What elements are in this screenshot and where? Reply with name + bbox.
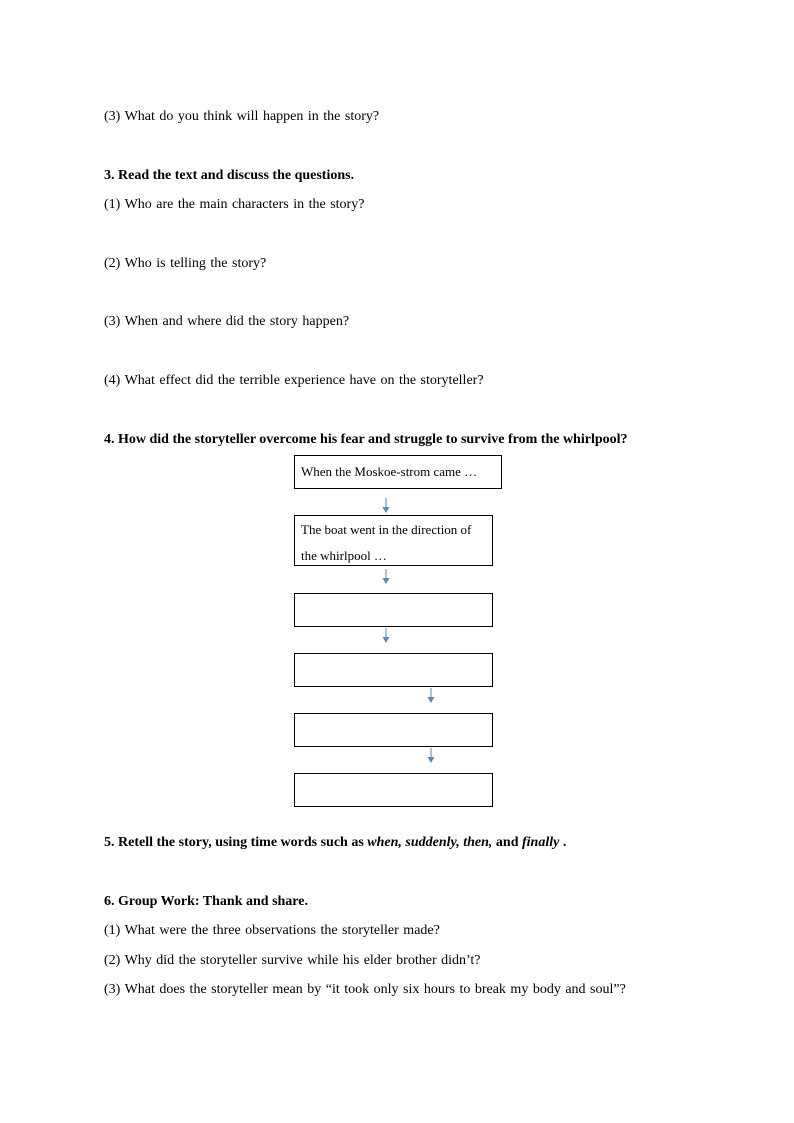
arrow-down-icon	[426, 688, 436, 704]
section-5-suffix: .	[559, 835, 567, 850]
flow-box-1	[294, 455, 502, 489]
section-5-prefix: 5. Retell the story, using time words such as	[104, 835, 368, 850]
question-2-3: (3) What do you think will happen in the story?	[104, 109, 380, 124]
flow-box-2	[294, 515, 493, 566]
flow-box-2-text: The boat went in the direction of the whirlpool …	[301, 522, 472, 563]
question-3-4: (4) What effect did the terrible experience have on the storyteller?	[104, 373, 484, 388]
question-6-3: (3) What does the storyteller mean by “it took only six hours to break my body and soul”?	[104, 982, 626, 997]
section-5-finally: finally	[521, 835, 560, 850]
section-5-heading	[104, 835, 566, 851]
question-3-1: (1) Who are the main characters in the story?	[104, 197, 365, 212]
flow-box-1-text: When the Moskoe-strom came …	[301, 464, 478, 479]
question-6-2: (2) Why did the storyteller survive while his elder brother didn’t?	[104, 953, 481, 968]
section-6-heading: 6. Group Work: Thank and share.	[104, 894, 308, 909]
flow-box-4	[294, 653, 493, 687]
flow-box-5	[294, 713, 493, 747]
arrow-down-icon	[381, 498, 391, 514]
flow-box-3	[294, 593, 493, 627]
section-4-heading: 4. How did the storyteller overcome his fear and struggle to survive from the whirlpool?	[104, 432, 628, 447]
question-6-1: (1) What were the three observations the storyteller made?	[104, 923, 440, 938]
arrow-down-icon	[381, 628, 391, 644]
section-5-and: and	[492, 835, 522, 850]
arrow-down-icon	[381, 569, 391, 585]
question-3-2: (2) Who is telling the story?	[104, 256, 267, 271]
arrow-down-icon	[426, 748, 436, 764]
section-5-time-words: when, suddenly, then,	[367, 835, 493, 850]
section-3-heading: 3. Read the text and discuss the questions.	[104, 168, 355, 183]
flow-box-6	[294, 773, 493, 807]
question-3-3: (3) When and where did the story happen?	[104, 314, 350, 329]
